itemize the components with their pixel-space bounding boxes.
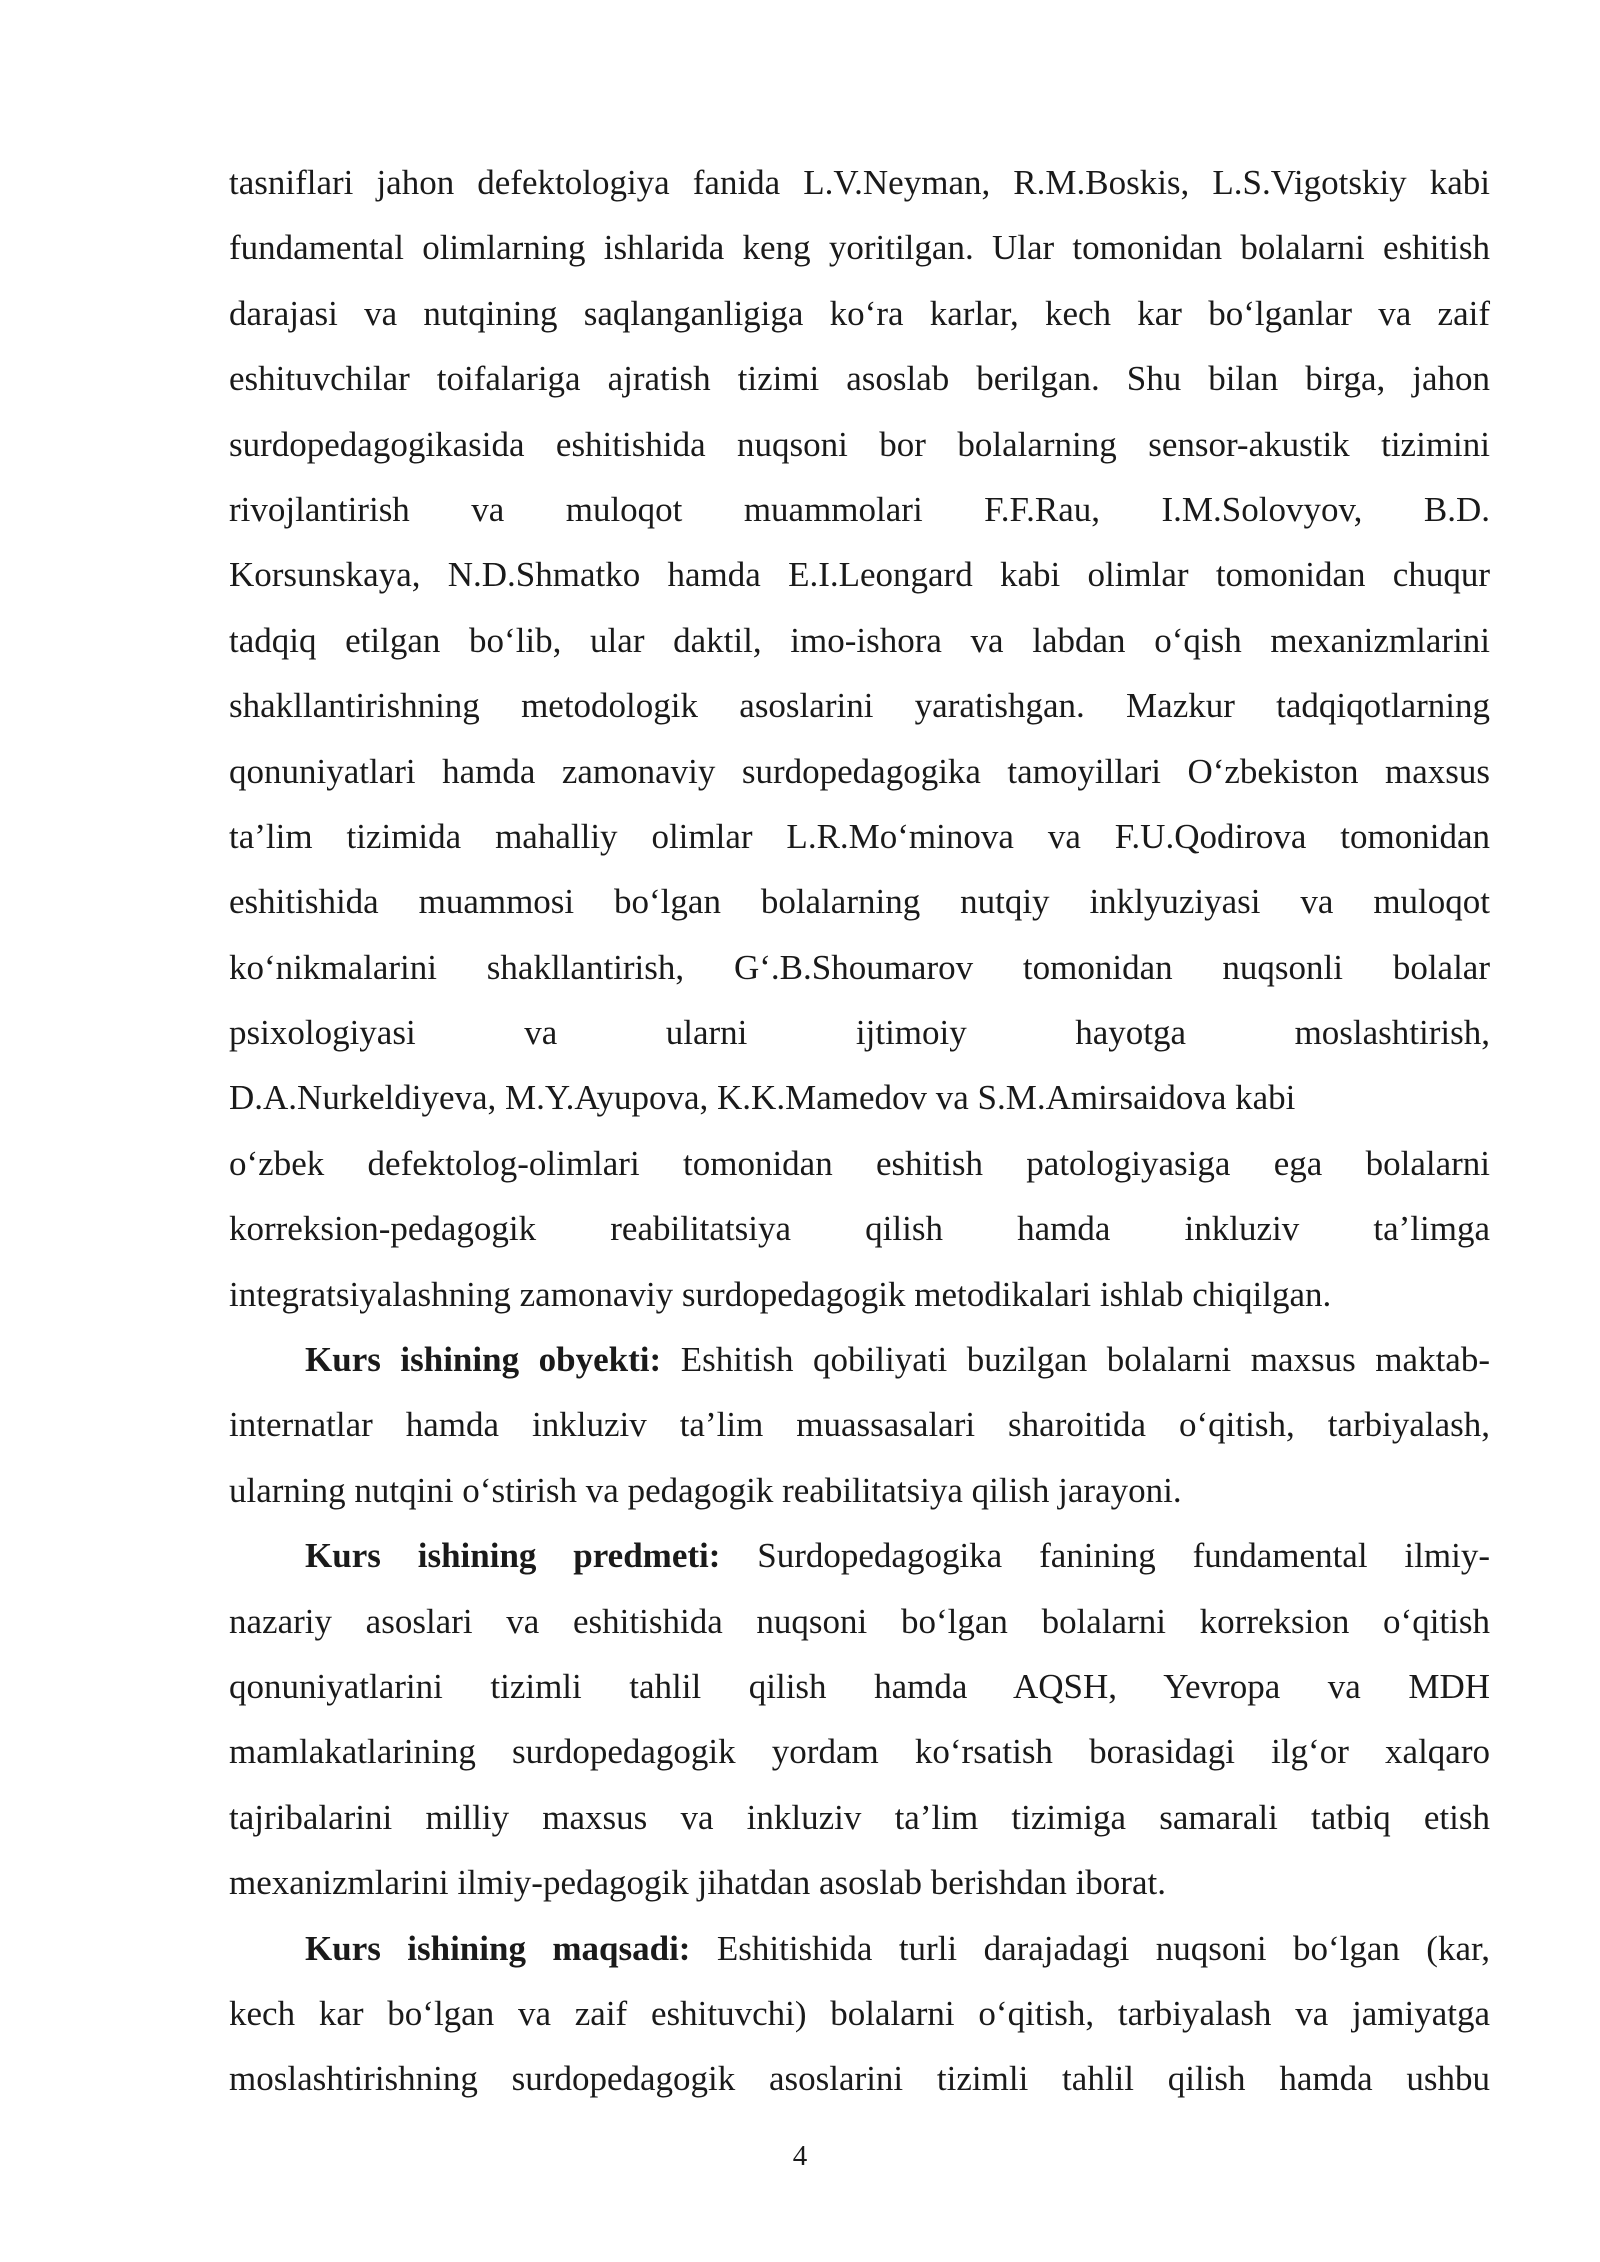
object-paragraph	[229, 1327, 1490, 1523]
text-line: kech kar boʻlgan va zaif eshituvchi) bolalarni oʻqitish, tarbiyalash va jamiyatga	[229, 1993, 1490, 2033]
section-label: Kurs ishining predmeti:	[305, 1536, 721, 1576]
text-line: internatlar hamda inkluziv ta’lim muassasalari sharoitida oʻqitish, tarbiyalash,	[229, 1405, 1490, 1445]
text-line: Korsunskaya, N.D.Shmatko hamda E.I.Leongard kabi olimlar tomonidan chuqur	[229, 555, 1490, 595]
text-line: oʻzbek defektolog-olimlari tomonidan eshitish patologiyasiga ega bolalarni	[229, 1143, 1490, 1183]
document-page	[229, 150, 1490, 2112]
text-line: ularning nutqini oʻstirish va pedagogik reabilitatsiya qilish jarayoni.	[229, 1470, 1182, 1510]
subject-paragraph	[229, 1523, 1490, 1915]
text-line	[229, 1916, 1490, 1981]
goal-paragraph	[229, 1916, 1490, 2112]
text-line: rivojlantirish va muloqot muammolari F.F.Rau, I.M.Solovyov, B.D.	[229, 489, 1490, 529]
text-line: shakllantirishning metodologik asoslarini yaratishgan. Mazkur tadqiqotlarning	[229, 686, 1490, 726]
text-line: D.A.Nurkeldiyeva, M.Y.Ayupova, K.K.Mamedov va S.M.Amirsaidova kabi	[229, 1078, 1296, 1118]
text-line: nazariy asoslari va eshitishida nuqsoni boʻlgan bolalarni korreksion oʻqitish	[229, 1601, 1490, 1641]
text-line: moslashtirishning surdopedagogik asoslarini tizimli tahlil qilish hamda ushbu	[229, 2059, 1490, 2099]
text-line: korreksion-pedagogik reabilitatsiya qilish hamda inkluziv ta’limga	[229, 1209, 1490, 1249]
text-line: tasniflari jahon defektologiya fanida L.V.Neyman, R.M.Boskis, L.S.Vigotskiy kabi	[229, 163, 1490, 202]
text-line: surdopedagogikasida eshitishida nuqsoni bor bolalarning sensor-akustik tizimini	[229, 424, 1490, 464]
section-label: Kurs ishining obyekti:	[305, 1340, 662, 1380]
section-label: Kurs ishining maqsadi:	[305, 1928, 691, 1968]
text-line: koʻnikmalarini shakllantirish, Gʻ.B.Shoumarov tomonidan nuqsonli bolalar	[229, 947, 1490, 987]
page-number: 4	[792, 2140, 808, 2172]
text-fragment: Eshitish qobiliyati buzilgan bolalarni maxsus maktab-	[661, 1340, 1490, 1380]
text-line: qonuniyatlari hamda zamonaviy surdopedagogika tamoyillari Oʻzbekiston maxsus	[229, 751, 1490, 791]
text-line	[229, 1327, 1490, 1392]
text-line: eshitishida muammosi boʻlgan bolalarning nutqiy inklyuziyasi va muloqot	[229, 882, 1490, 922]
text-line: integratsiyalashning zamonaviy surdopedagogik metodikalari ishlab chiqilgan.	[229, 1274, 1332, 1314]
text-fragment: Eshitishida turli darajadagi nuqsoni boʻlgan (kar,	[690, 1928, 1490, 1968]
text-line	[229, 1523, 1490, 1588]
text-line: mexanizmlarini ilmiy-pedagogik jihatdan asoslab berishdan iborat.	[229, 1863, 1166, 1903]
text-fragment: Surdopedagogika fanining fundamental ilmiy-	[720, 1536, 1490, 1576]
text-line: psixologiyasi va ularni ijtimoiy hayotga moslashtirish,	[229, 1013, 1490, 1053]
text-line: fundamental olimlarning ishlarida keng yoritilgan. Ular tomonidan bolalarni eshitish	[229, 228, 1490, 268]
text-line: qonuniyatlarini tizimli tahlil qilish hamda AQSH, Yevropa va MDH	[229, 1666, 1490, 1706]
text-line: eshituvchilar toifalariga ajratish tizimi asoslab berilgan. Shu bilan birga, jahon	[229, 359, 1490, 399]
text-line: ta’lim tizimida mahalliy olimlar L.R.Moʻminova va F.U.Qodirova tomonidan	[229, 816, 1490, 856]
text-line: tadqiq etilgan boʻlib, ular daktil, imo-ishora va labdan oʻqish mexanizmlarini	[229, 620, 1490, 660]
text-line: darajasi va nutqining saqlanganligiga koʻra karlar, kech kar boʻlganlar va zaif	[229, 293, 1490, 333]
text-line: tajribalarini milliy maxsus va inkluziv ta’lim tizimiga samarali tatbiq etish	[229, 1797, 1490, 1837]
text-line: mamlakatlarining surdopedagogik yordam koʻrsatish borasidagi ilgʻor xalqaro	[229, 1732, 1490, 1772]
intro-paragraph	[229, 150, 1490, 1327]
